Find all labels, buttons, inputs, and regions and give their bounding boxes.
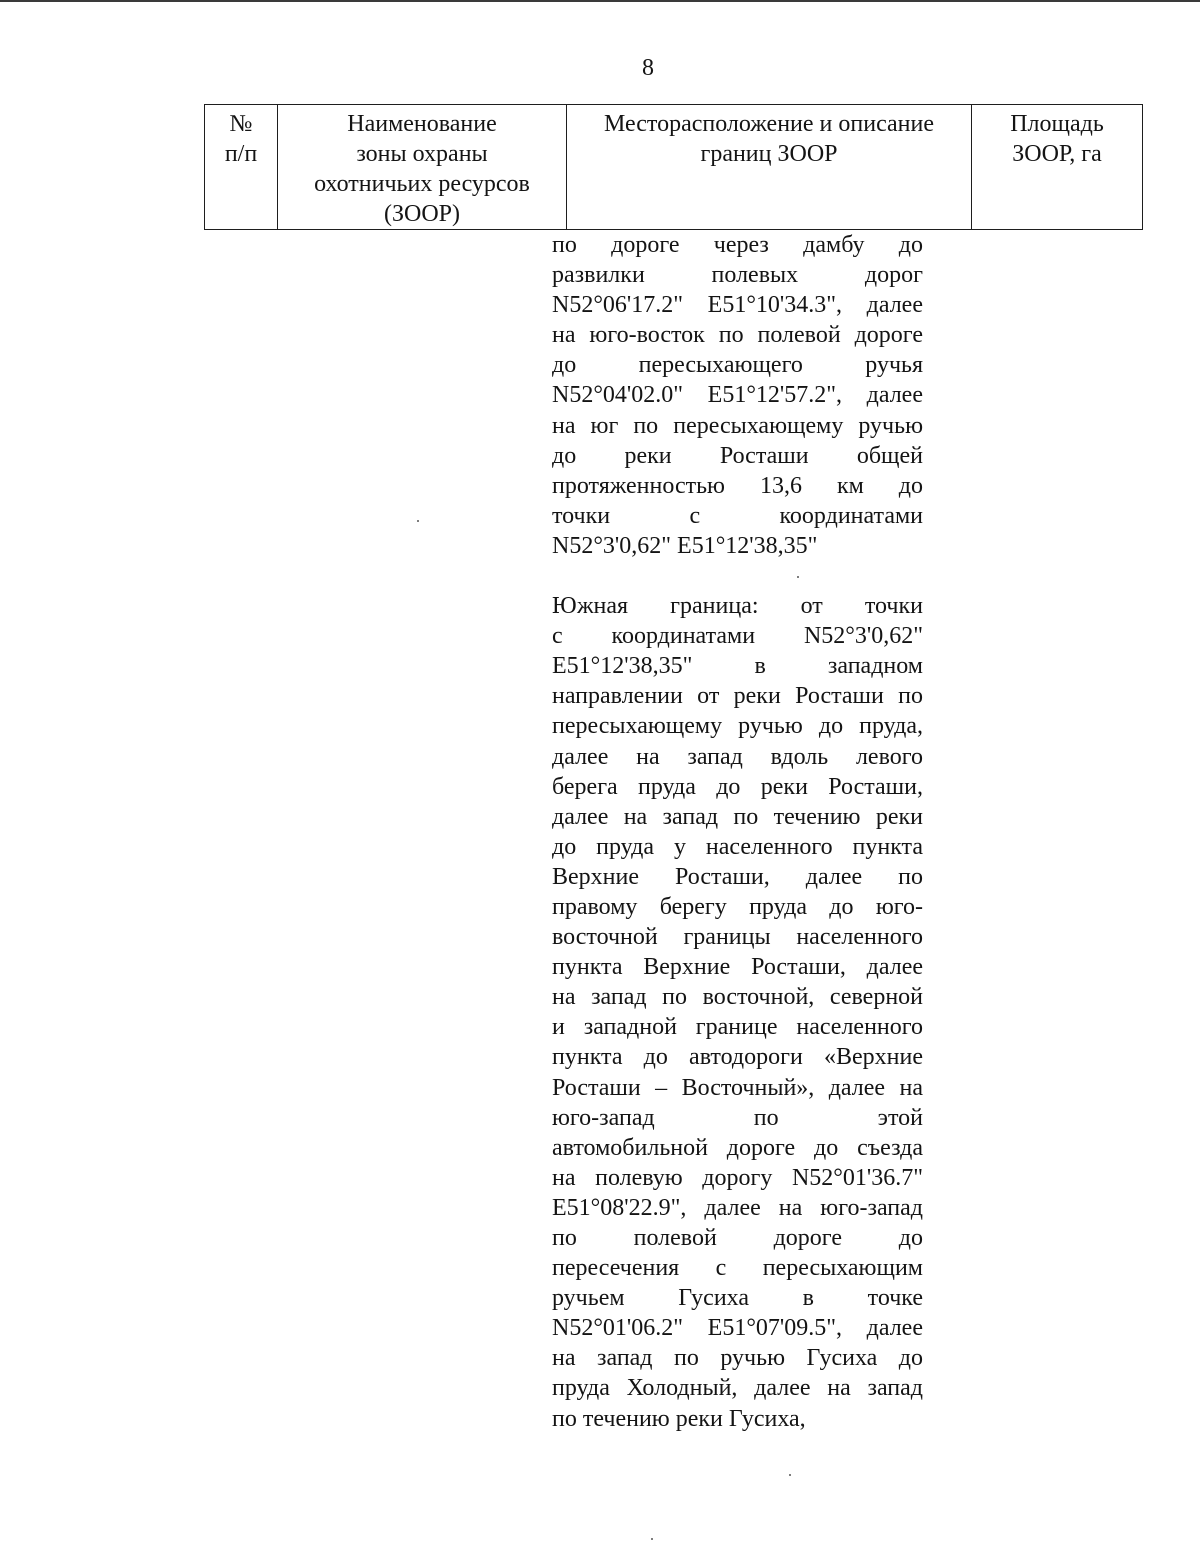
description-line: до пруда у населенного пункта xyxy=(552,833,923,860)
description-line: E51°08'22.9", далее на юго-запад xyxy=(552,1194,923,1221)
description-line: по дороге через дамбу до xyxy=(552,232,923,258)
scan-speck xyxy=(651,1538,653,1540)
header-cell-zone-name xyxy=(278,105,567,230)
description-line: пруда Холодный, далее на запад xyxy=(552,1375,923,1402)
description-line: на юго-восток по полевой дороге xyxy=(552,322,923,349)
description-line: пункта Верхние Росташи, далее xyxy=(552,954,923,981)
description-line: Южная граница: от точки xyxy=(552,593,923,620)
description-line: по полевой дороге до xyxy=(552,1225,923,1251)
header-line: ЗООР, га xyxy=(1012,141,1102,167)
description-paragraph xyxy=(552,591,923,1434)
header-line: охотничьих ресурсов xyxy=(314,171,530,197)
boundary-description-column xyxy=(552,230,923,1434)
description-line: развилки полевых дорог xyxy=(552,262,923,289)
header-line: № xyxy=(229,111,253,137)
description-line: Верхние Росташи, далее по xyxy=(552,863,923,890)
zone-table-header xyxy=(204,104,1143,230)
header-cell-number xyxy=(205,105,278,230)
header-line: зоны охраны xyxy=(356,141,488,167)
description-line: N52°3'0,62" E51°12'38,35" xyxy=(552,532,818,559)
header-line: Площадь xyxy=(1010,111,1104,137)
description-line: до реки Росташи общей xyxy=(552,442,923,469)
description-line: протяженностью 13,6 км до xyxy=(552,472,923,499)
header-line: Месторасположение и описание xyxy=(603,111,935,137)
header-cell-location xyxy=(567,105,972,230)
description-line: на полевую дорогу N52°01'36.7" xyxy=(552,1164,923,1191)
description-line: восточной границы населенного xyxy=(552,924,923,951)
header-line: границ ЗООР xyxy=(700,141,838,167)
description-line: автомобильной дороге до съезда xyxy=(552,1134,923,1161)
description-line: ручьем Гусиха в точке xyxy=(552,1285,923,1312)
description-line: и западной границе населенного xyxy=(552,1014,923,1041)
header-line: (ЗООР) xyxy=(383,201,461,227)
description-line: правому берегу пруда до юго- xyxy=(552,893,923,920)
description-line: N52°04'02.0" E51°12'57.2", далее xyxy=(552,382,923,409)
description-line: Росташи – Восточный», далее на xyxy=(552,1074,923,1101)
header-cell-area xyxy=(972,105,1143,230)
page-number: 8 xyxy=(642,55,654,81)
description-line: далее на запад вдоль левого xyxy=(552,743,923,770)
description-line: пересыхающему ручью до пруда, xyxy=(552,713,923,740)
description-line: N52°01'06.2" E51°07'09.5", далее xyxy=(552,1315,923,1342)
description-line: по течению реки Гусиха, xyxy=(552,1405,806,1432)
description-line: далее на запад по течению реки xyxy=(552,803,923,830)
description-line: юго-запад по этой xyxy=(552,1104,923,1131)
description-line: N52°06'17.2" E51°10'34.3", далее xyxy=(552,292,923,319)
scan-speck xyxy=(417,520,419,522)
description-line: пересечения с пересыхающим xyxy=(552,1255,923,1282)
scan-edge-line xyxy=(0,0,1200,2)
description-line: направлении от реки Росташи по xyxy=(552,683,923,710)
description-line: на запад по ручью Гусиха до xyxy=(552,1345,923,1372)
description-line: на запад по восточной, северной xyxy=(552,984,923,1011)
scan-speck xyxy=(789,1474,791,1476)
description-paragraph xyxy=(552,230,923,561)
description-line: до пересыхающего ручья xyxy=(552,352,923,379)
description-line: на юг по пересыхающему ручью xyxy=(552,412,923,439)
header-line: п/п xyxy=(224,141,258,167)
description-line: E51°12'38,35" в западном xyxy=(552,653,923,680)
description-line: пункта до автодороги «Верхние xyxy=(552,1044,923,1071)
description-line: с координатами N52°3'0,62" xyxy=(552,623,923,650)
scan-speck xyxy=(797,576,799,578)
description-line: точки с координатами xyxy=(552,502,923,529)
header-line: Наименование xyxy=(347,111,497,137)
description-line: берега пруда до реки Росташи, xyxy=(552,773,923,800)
